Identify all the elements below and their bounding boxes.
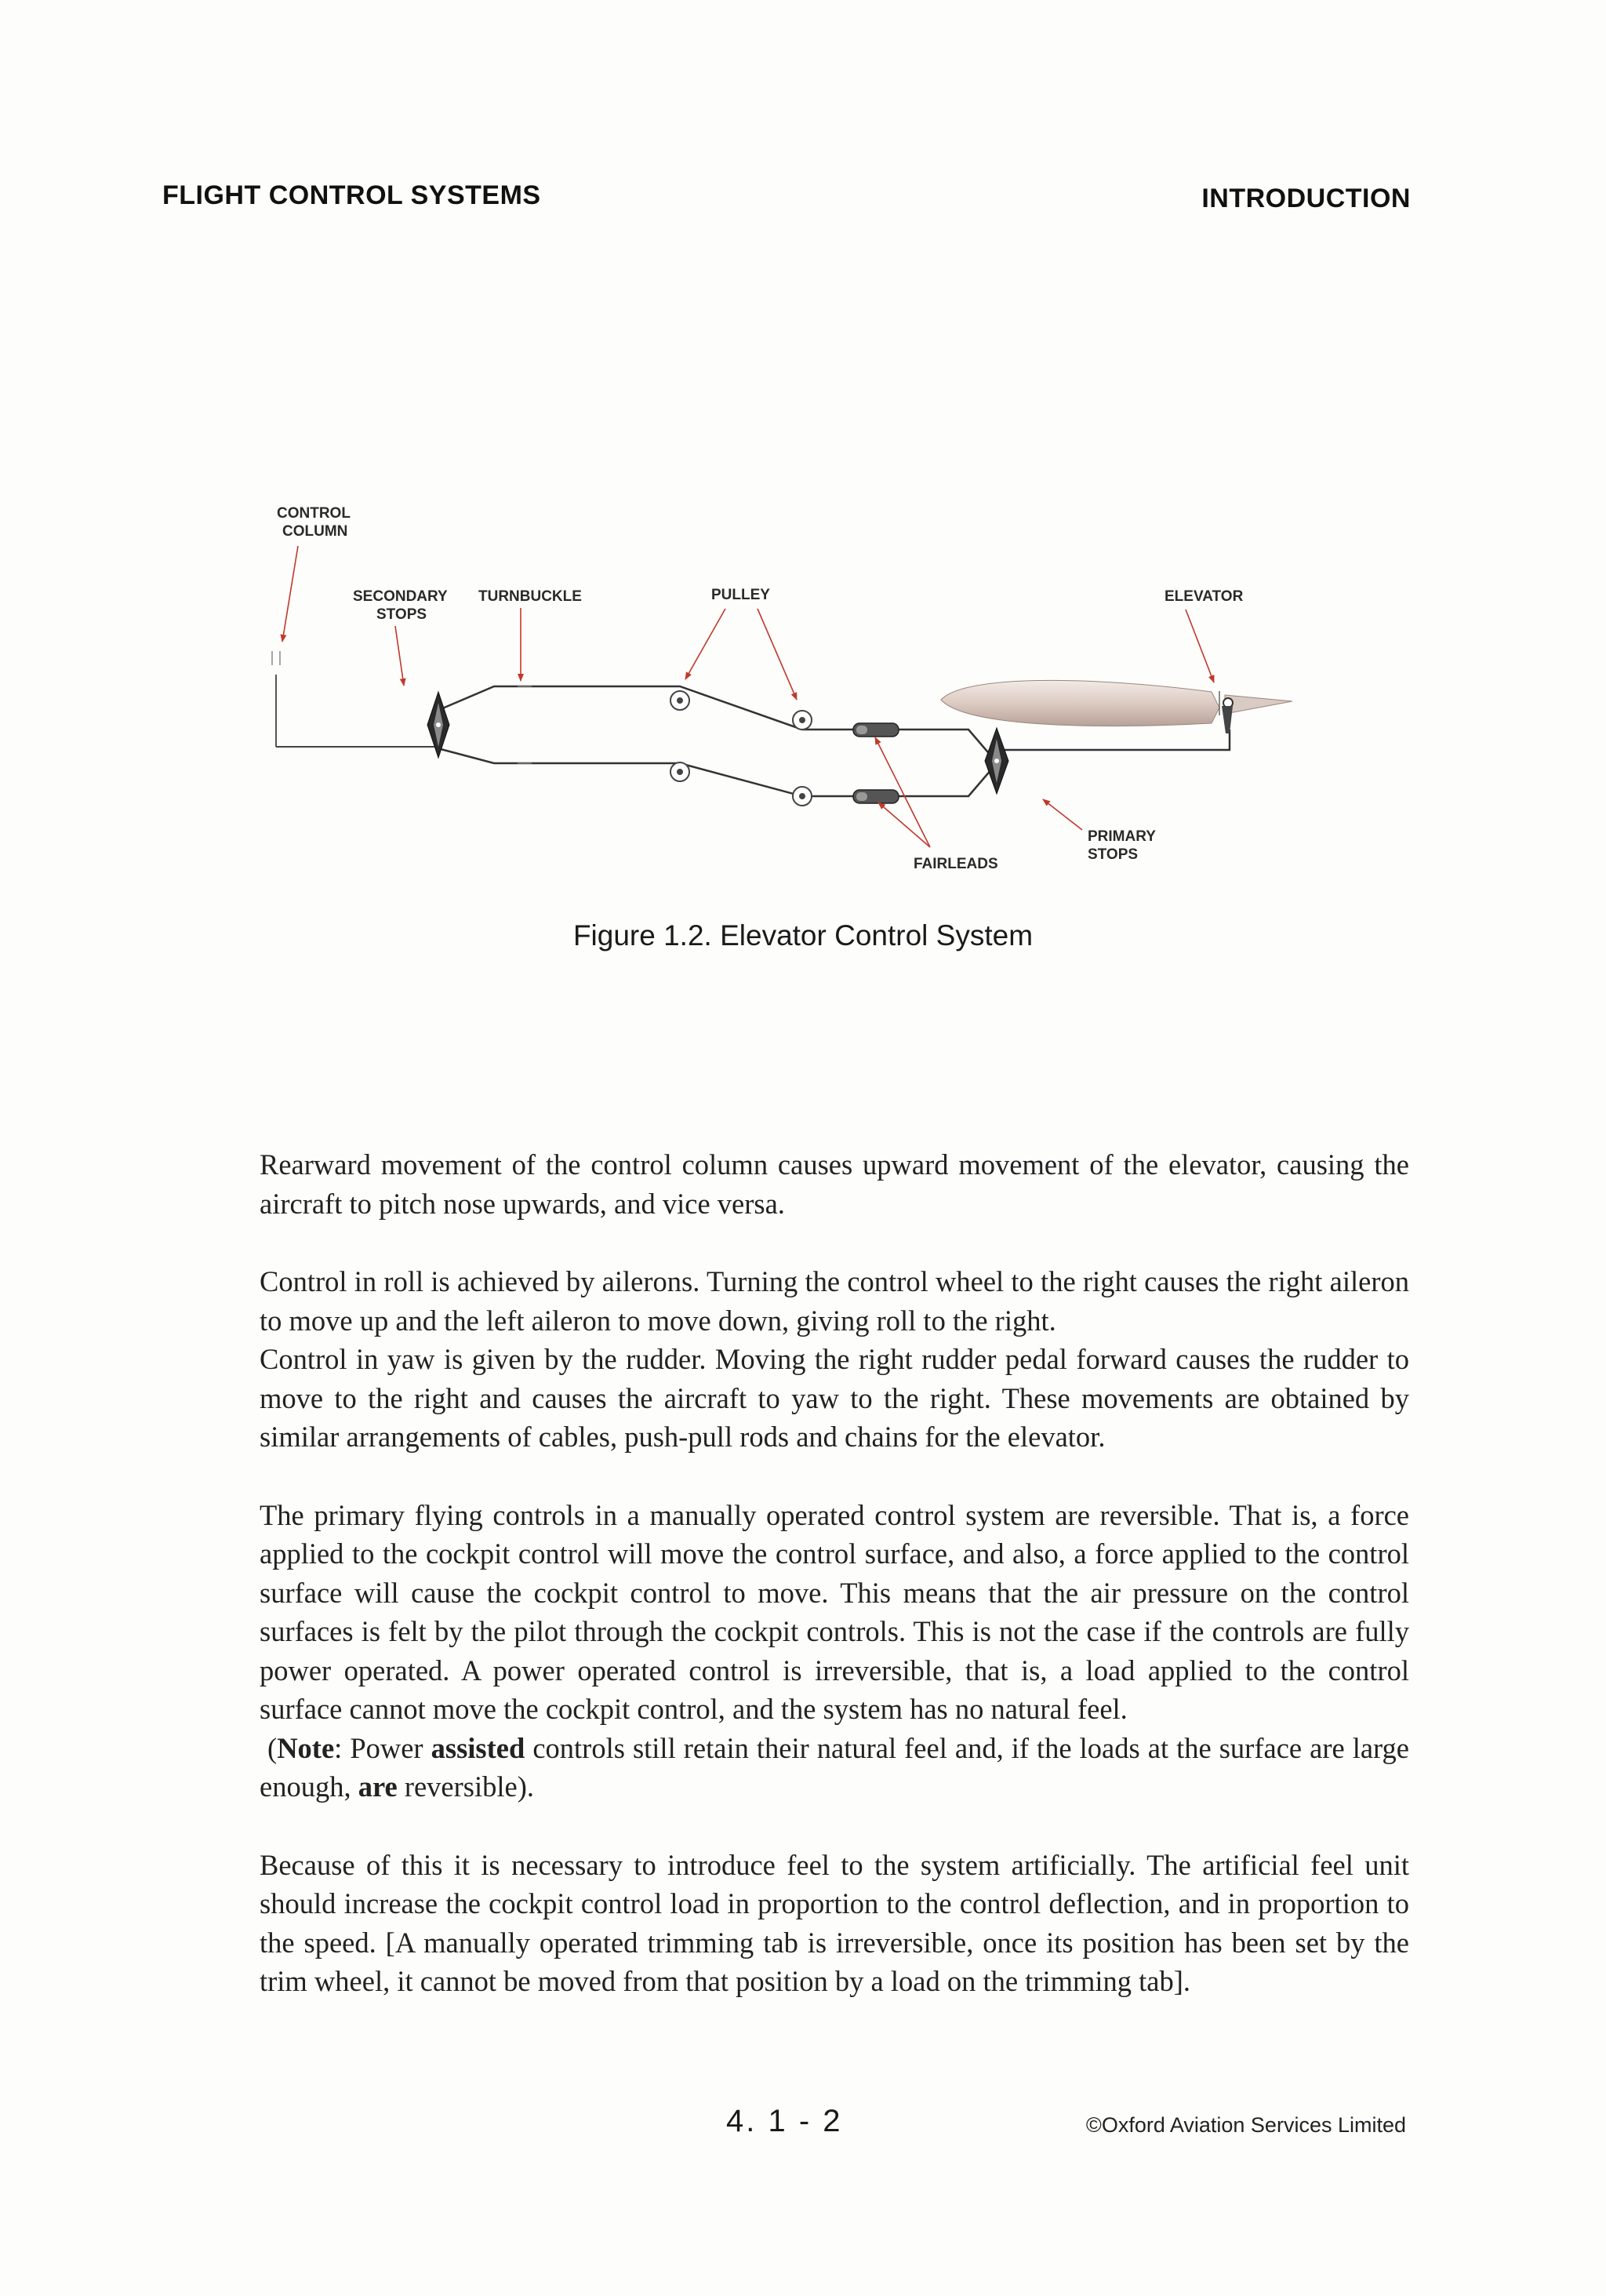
label-elevator: ELEVATOR [1165,588,1244,605]
label-fairleads: FAIRLEADS [914,856,998,872]
control-column [272,651,435,747]
diagram-svg [259,494,1349,886]
header-chapter-title: FLIGHT CONTROL SYSTEMS [162,180,541,210]
secondary-stop-quadrant [427,692,449,758]
paragraph-note [260,1729,1409,1807]
elevator-control-diagram [259,494,1349,886]
body-text [260,1145,1409,2040]
turnbuckle-marks [518,686,532,763]
header-section-title: INTRODUCTION [1201,184,1411,213]
note-bold-assisted: assisted [431,1731,525,1764]
label-primary-stops-line2: STOPS [1088,846,1139,863]
label-pulley: PULLEY [711,587,770,603]
elevator-surface [941,680,1292,733]
fairleads [853,723,899,803]
primary-stop-quadrant [985,728,1008,794]
paragraph-pitch: Rearward movement of the control column causes upward movement of the elevator, causing the aircraft to pitch nose upwards, and vice versa. [260,1148,1409,1220]
note-open-paren: ( [267,1731,278,1764]
paragraph-artificial-feel: Because of this it is necessary to introduce feel to the system artificially. The artificial feel unit should increase the cockpit control load in proportion to the control deflection, and in proportion to the speed. [A manually operated trimming tab is irreversible, once its position has been set by the trim wheel, it cannot be moved from that position by a load on the trimming tab]. [260,1848,1409,1997]
note-text-2: controls still retain their natural feel and, if the loads at the surface are large enough, [260,1731,1409,1803]
note-label: Note [277,1731,335,1764]
note-bold-are: are [358,1770,398,1803]
label-control-column-line2: COLUMN [282,523,348,540]
label-secondary-stops-line2: STOPS [376,606,427,623]
copyright-notice: ©Oxford Aviation Services Limited [1085,2113,1406,2137]
paragraph-yaw: Control in yaw is given by the rudder. Moving the right rudder pedal forward causes the rudder to move to the right and causes the aircraft to yaw to the right. These movements are obtained by similar arrangements of cables, push-pull rods and chains for the elevator. [260,1343,1409,1453]
page-number: 4. 1 - 2 [726,2104,843,2138]
figure-caption: Figure 1.2. Elevator Control System [572,919,1034,952]
label-primary-stops-line1: PRIMARY [1088,828,1156,845]
paragraph-roll: Control in roll is achieved by ailerons. Turning the control wheel to the right causes the right aileron to move up and the left aileron to move down, giving roll to the right. [260,1265,1409,1337]
note-text-3: reversible). [397,1770,535,1803]
label-secondary-stops-line1: SECONDARY [353,588,448,605]
note-text-1: : Power [334,1731,431,1764]
paragraph-reversibility: The primary flying controls in a manually operated control system are reversible. That is, a force applied to the cockpit control will move the control surface, and also, a force applied to the control surface will cause the cockpit control to move. This means that the air pressure on the control surfaces is felt by the pilot through the cockpit controls. This is not the case if the controls are fully power operated. A power operated control is irreversible, that is, a load applied to the control surface cannot move the cockpit control, and the system has no natural feel. [260,1498,1409,1725]
label-turnbuckle: TURNBUCKLE [478,588,582,605]
label-control-column-line1: CONTROL [277,505,351,522]
